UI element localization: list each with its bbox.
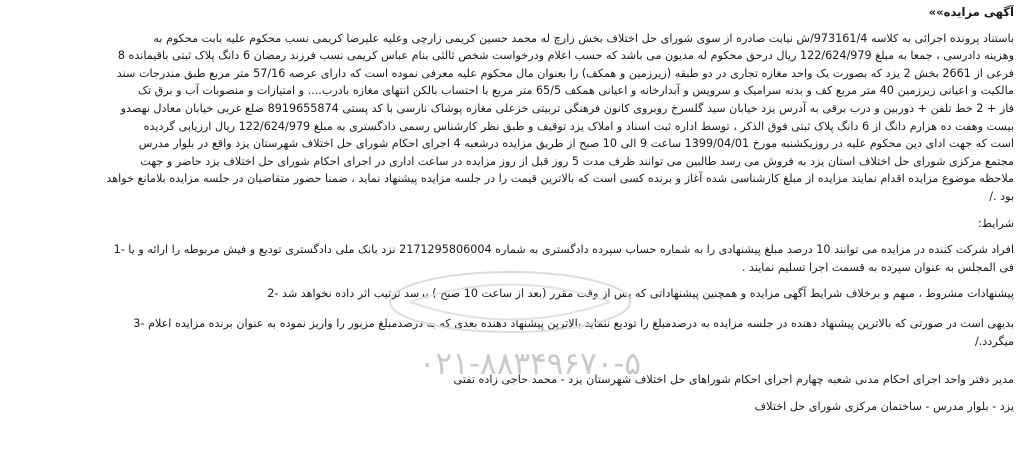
body-line: باستناد پرونده اجرائی به کلاسه 973161/4/ش نیابت صادره از سوی شورای حل اختلاف بخش زارچ له محمد حسین کریمی زارچی وعلیه علیرضا کریمی نسب محکوم علیه بابت محکوم به (153, 31, 1014, 45)
condition-2 (10, 285, 1014, 303)
body-line: فاز + 2 خط تلفن + دوربین و درب برقی به آدرس یزد خیابان سید گلسرخ روبروی کانون فرهنگی تربیتی خزعلی مغازه پوشاک نارسی با کد پستی 8919655874 ضلع غربی خیابان معادل نهصدو (120, 101, 1014, 115)
body-line: بود ./ (989, 189, 1014, 203)
condition-line: پیشنهادات مشروط ، مبهم و برخلاف شرایط آگهی مزایده و همچنین پیشنهاداتی که پس از وقت مقرر (بعد از ساعت 10 صبح ) برسد ترتیب اثر داده نخواهد شد -2 (267, 287, 1014, 301)
condition-line: افراد شرکت کننده در مزایده می توانند 10 درصد مبلغ پیشنهادی را به شماره حساب سپرده دادگستری به شماره 2171295806004 نزد بانک ملی دادگستری تودیع و فیش مربوطه را ارائه و یا -1 (113, 243, 1014, 257)
notice-body (10, 30, 1014, 206)
condition-line: میگردد./ (974, 334, 1014, 348)
condition-line: فی المجلس به عنوان سپرده به قسمت اجرا تسلیم نمایند . (741, 260, 1014, 274)
signature-line: مدیر دفتر واحد اجرای احکام مدنی شعبه چهارم اجرای احکام شوراهای حل اختلاف شهرستان یزد - محمد حاجی زاده تفتی (453, 373, 1014, 387)
body-line: فرعی از 2661 بخش 2 یزد که بصورت یک واحد مغازه تجاری در دو طبقه (زیرزمین و همکف) را بعنوان مال محکوم علیه معرفی نموده است که دارای عرصه 57/16 متر مربع طبق مندرجات سند (116, 66, 1014, 80)
condition-1 (10, 241, 1014, 276)
condition-line: بدیهی است در صورتی که بالاترین پیشنهاد دهنده در جلسه مزایده به درصدمبلغ را تودیع ننماید بالاترین پیشنهاد دهنده بعدی که به درصدمبلغ مزبور را واریز نموده به عنوان برنده مزایده اعلام -3 (133, 316, 1014, 330)
watermark-phone: ۰۲۱-۸۸۳۴۹۶۷۰-۵ (418, 346, 642, 382)
body-line: است که جهت ادای دین محکوم علیه در روزیکشنبه مورخ 1399/04/01 ساعت 9 الی 10 صبح از طریق مزایده درشعبه 4 اجرای احکام شورای حل اختلاف شهرستان یزد واقع در بلوار مدرس (138, 137, 1014, 151)
body-line: ملاحظه موضوع مزایده اقدام نمایند مزایده از مبلغ کارشناسی شده آغاز و برنده کسی است که بالاترین قیمت را در جلسه مزایده پیشنهاد نماید ، ضمنا حضور متقاضیان در جلسه مزایده بلامانع خواهد (106, 172, 1014, 186)
body-line: مجتمع مرکزی شورای حل اختلاف استان یزد به فروش می رسد طالبین می توانند ظرف مدت 5 روز قبل از روز مزایده در ساعت اداری در اجرای احکام شورای حل اختلاف یزد حاضر و جهت (140, 154, 1014, 168)
conditions-heading: شرایط: (977, 216, 1014, 230)
condition-3 (10, 315, 1014, 350)
body-line: بیست وهفت ده هزارم دانگ از 6 دانگ پلاک ثبتی فوق الذکر ، توسط اداره ثبت اسناد و املاک یزد توقیف و طبق نظر کارشناس رسمی دادگستری به مبلغ 122/624/979 ریال ارزیابی گردیده (143, 119, 1014, 133)
body-line: وهزینه دادرسی ، جمعا به مبلغ 122/624/979 ریال درحق محکوم له مدیون می باشد که حسب اعلام ودرخواست شخص ثالثی بنام عباس کریمی نسب فرزند رمضان 6 دانگ پلاک ثبتی باقیمانده 8 (117, 49, 1014, 63)
body-line: مالکیت و اعیانی زیرزمین 40 متر مربع کف و بدنه سرامیک و سرویس و آبدارخانه و اعیانی همکف 65/5 متر مربع با احتساب بالکن انتهای مغازه بادرب.... و امتیازات و منصوبات آب و برق تک (138, 84, 1014, 98)
notice-title: آگهی مزایده»» (928, 5, 1014, 19)
address-line: یزد - بلوار مدرس - ساختمان مرکزی شورای حل اختلاف (754, 399, 1014, 413)
